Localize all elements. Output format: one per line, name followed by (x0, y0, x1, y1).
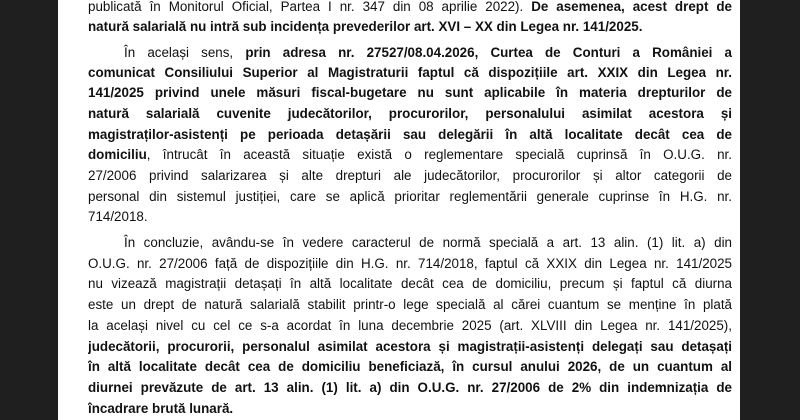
document-line: 27/2006 privind salarizarea și alte drepturi ale judecătorilor, procurorilor și altor categorii de (88, 168, 732, 183)
document-line: în altă localitate decât cea de domiciliu beneficiază, în cursul anului 2026, de un cuantum al (88, 359, 732, 374)
document-line: natură salarială nu intră sub incidența prevederilor art. XVI – XX din Legea nr. 141/2025. (88, 19, 643, 34)
document-line: 714/2018. (88, 209, 148, 224)
document-line: personal din sistemul justiției, care se aplică prioritar reglementării generale cuprinse în H.G. nr. (88, 189, 732, 204)
document-line: domiciliu, întrucât în această situație există o reglementare specială cuprinsă în O.U.G. nr. (88, 147, 732, 162)
document-line: la același nivel cu cel ce s-a acordat în luna decembrie 2025 (art. XLVIII din Legea nr. 141/2025), (88, 318, 732, 333)
document-line: nu vizează magistrații detașați în altă localitate decât cea de domiciliu, precum și faptul că diurna (88, 276, 732, 291)
document-line: În același sens, prin adresa nr. 27527/08.04.2026, Curtea de Conturi a României a (124, 45, 732, 60)
document-page (58, 0, 740, 420)
document-line: În concluzie, avându-se în vedere caracterul de normă specială a art. 13 alin. (1) lit. a) din (124, 235, 732, 250)
document-line: O.U.G. nr. 27/2006 față de dispozițiile din H.G. nr. 714/2018, faptul că XXIX din Legea nr. 141/2025 (88, 256, 732, 271)
document-line: magistraților-asistenți pe perioada detașării sau delegării în altă localitate decât cea de (88, 127, 732, 142)
document-line: diurnei prevăzute de art. 13 alin. (1) lit. a) din O.U.G. nr. 27/2006 de 2% din indemnizația de (88, 380, 732, 395)
document-line: este un drept de natură salarială stabilit printr-o lege specială al cărei cuantum se menține în plată (88, 297, 732, 312)
document-line: comunicat Consiliului Superior al Magistraturii faptul că dispozițiile art. XXIX din Legea nr. (88, 65, 732, 80)
document-line: judecătorii, procurorii, personalul asimilat acestora și magistrații-asistenți delegați sau detașați (88, 339, 732, 354)
document-line: 141/2025 privind unele măsuri fiscal-bugetare nu sunt aplicabile în materia drepturilor de (88, 85, 732, 100)
document-line: natură salarială cuvenite judecătorilor, procurorilor, personalului asimilat acestora și (88, 106, 732, 121)
document-line: încadrare brută lunară. (88, 401, 234, 416)
document-line: publicată în Monitorul Oficial, Partea I nr. 347 din 08 aprilie 2022). De asemenea, acest drept de (88, 0, 732, 14)
